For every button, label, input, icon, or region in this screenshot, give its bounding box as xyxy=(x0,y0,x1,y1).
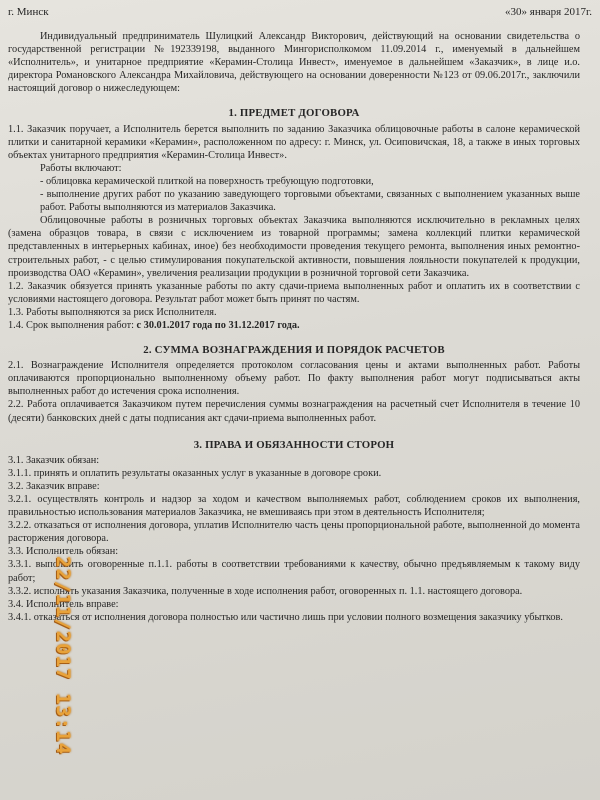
clause-2-1: 2.1. Вознаграждение Исполнителя определяется протоколом согласования цены и актами выполненных работ. Работы оплачиваются пропорционально выполненному объему работ. По факту выполнения работ могут подписываться акты выполненных работ до истечения срока исполнения. xyxy=(8,360,580,398)
facing-works-paragraph: Облицовочные работы в розничных торговых объектах Заказчика выполняются исключительно в рекламных целях (замена образцов товара, в связи с исключением из товарной программы; замена коллекций плитки керамической представленных в интерьерных кабинах, иное) без необходимости проведения текущего ремонта, выполнения иных ремонтно-строительных работ, - с целью стимулирования покупательской активности, повышения лояльности покупателей к продукции, производства ОАО «Керамин», увеличения реализации продукции в розничной торговой сети Заказчика. xyxy=(8,215,580,279)
clause-3-2-2: 3.2.2. отказаться от исполнения договора, уплатив Исполнителю часть цены пропорциональной работе, выполненной до момента расторжения договора. xyxy=(8,520,580,545)
work-item-2: - выполнение других работ по указанию заведующего торговыми объектами, связанных с выполнением указанных выше работ. Работы выполняются из материалов Заказчика. xyxy=(40,189,580,214)
section2-heading: 2. СУММА ВОЗНАГРАЖДЕНИЯ И ПОРЯДОК РАСЧЕТОВ xyxy=(143,344,445,357)
clause-2-2: 2.2. Работа оплачивается Заказчиком путем перечисления суммы вознаграждения на расчетный счет Исполнителя в течение 10 (десяти) банковских дней с даты подписания акт сдачи-приема выполненных работ. xyxy=(8,399,580,424)
clause-1-3: 1.3. Работы выполняются за риск Исполнителя. xyxy=(8,306,217,318)
clause-3-2: 3.2. Заказчик вправе: xyxy=(8,480,100,492)
section1-heading: 1. ПРЕДМЕТ ДОГОВОРА xyxy=(228,107,360,120)
clause-3-3-1: 3.3.1. выполнить оговоренные п.1.1. работы в соответствии требованиями к качеству, обычно предъявляемым к такому виду работ; xyxy=(8,559,580,584)
clause-1-4-term: с 30.01.2017 года по 31.12.2017 года. xyxy=(136,319,300,331)
clause-3-1-1: 3.1.1. принять и оплатить результаты оказанных услуг в указанные в договоре сроки. xyxy=(8,467,382,479)
work-item-1: - облицовка керамической плиткой на поверхность требующую подготовки, xyxy=(40,175,374,187)
clause-1-4-label: 1.4. Срок выполнения работ: xyxy=(8,319,134,331)
intro-paragraph: Индивидуальный предприниматель Шулицкий Александр Викторович, действующий на основании свидетельства о государственной регистрации №192339198, выданного Мингорисполкомом 11.09.2014 г., именуемый в дальнейшем «Исполнитель», и унитарное предприятие «Керамин-Столица Инвест», именуемое в дальнейшем «Заказчик», в лице и.о. директора Романовского Александра Михайловича, действующего на основании доверенности №123 от 09.06.2017г., заключили настоящий договор о нижеследующем: xyxy=(8,31,580,95)
contract-body xyxy=(8,30,580,624)
clause-1-1: 1.1. Заказчик поручает, а Исполнитель берется выполнить по заданию Заказчика облицовочные работы в салоне керамической плитки и санитарной керамики «Керамин», расположенном по адресу: г. Минск, ул. Осиповичская, 18, а также в иных торговых объектах унитарного предприятия «Керамин-Столица Инвест». xyxy=(8,123,580,161)
contract-date: «30» января 2017г. xyxy=(505,6,592,18)
clause-3-2-1: 3.2.1. осуществлять контроль и надзор за ходом и качеством выполняемых работ, соблюдением сроков их выполнения, правильностью использования материалов Заказчика, не вмешиваясь при этом в деятельность Исполнителя; xyxy=(8,494,580,519)
clause-3-4: 3.4. Исполнитель вправе: xyxy=(8,598,119,610)
document-header xyxy=(8,6,592,22)
clause-1-2: 1.2. Заказчик обязуется принять указанные работы по акту сдачи-приема выполненных работ и оплатить их в соответствии с условиями настоящего договора. Результат работ может быть принят по частям. xyxy=(8,280,580,305)
clause-3-3: 3.3. Исполнитель обязан: xyxy=(8,546,119,558)
section3-heading: 3. ПРАВА И ОБЯЗАННОСТИ СТОРОН xyxy=(193,438,395,451)
camera-timestamp: 22/11/2017 13:14 xyxy=(52,556,74,756)
clause-1-4 xyxy=(8,319,580,332)
city-label: г. Минск xyxy=(8,6,49,18)
clause-3-3-2: 3.3.2. исполнять указания Заказчика, полученные в ходе исполнения работ, оговоренных п. 1.1. настоящего договора. xyxy=(8,585,523,597)
works-include-title: Работы включают: xyxy=(40,162,122,174)
clause-3-4-1: 3.4.1. отказаться от исполнения договора полностью или частично лишь при условии полного возмещения заказчику убытков. xyxy=(8,611,563,623)
clause-3-1: 3.1. Заказчик обязан: xyxy=(8,454,100,466)
